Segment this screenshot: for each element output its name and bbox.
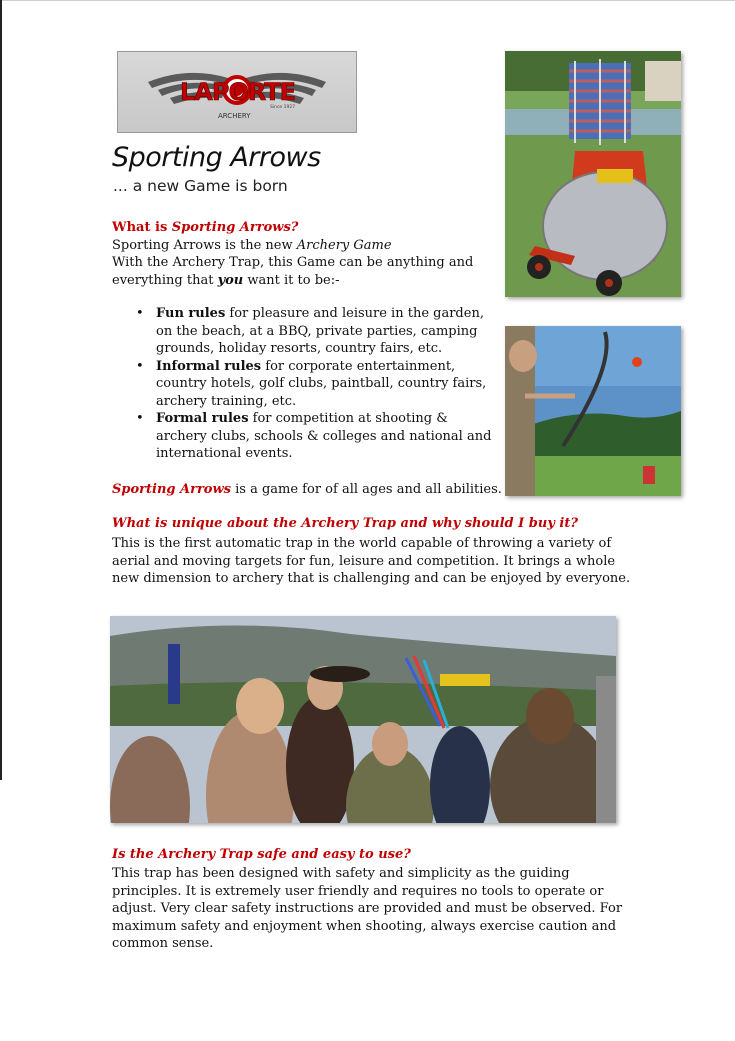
section-what-is-line2: With the Archery Trap, this Game can be anything and [112, 255, 474, 270]
section-what-is [112, 219, 492, 289]
logo-brand-text: LAPORTE [180, 78, 296, 106]
section-what-is-line3: everything that you want it to be:- [112, 272, 340, 288]
archer-shooting-photo [505, 326, 681, 496]
page-subtitle: ... a new Game is born [113, 177, 288, 195]
section-safety-heading: Is the Archery Trap safe and easy to use? [112, 847, 411, 862]
logo-tag-text: Since 1927 [270, 105, 296, 110]
section-unique-heading: What is unique about the Archery Trap and why should I buy it? [112, 516, 578, 531]
winged-logo-graphic [118, 52, 356, 132]
page-left-edge [0, 0, 2, 780]
section-what-is-line1: Sporting Arrows is the new Archery Game [112, 237, 392, 253]
list-item: • Formal rules for competition at shooting & archery clubs, schools & colleges and national and international events. [136, 411, 492, 461]
list-item: • Fun rules for pleasure and leisure in the garden, on the beach, at a BBQ, private parties, camping grounds, holiday resorts, country fairs, etc. [136, 306, 484, 356]
section-safety-text: This trap has been designed with safety and simplicity as the guiding principles. It is extremely user friendly and requires no tools to operate or adjust. Very clear safety instructions are provided and must be observed. For maximum safety and enjoyment when shooting, always exercise caution and common sense. [112, 866, 623, 951]
list-item: • Informal rules for corporate entertainment, country hotels, golf clubs, paintball, country fairs, archery training, etc. [136, 358, 487, 409]
page-title: Sporting Arrows [112, 142, 321, 173]
rules-list [112, 305, 492, 463]
section-what-is-heading: What is Sporting Arrows? [112, 220, 299, 235]
section-unique-text: This is the first automatic trap in the world capable of throwing a variety of aerial and moving targets for fun, leisure and competition. It brings a whole new dimension to archery that is challenging and can be enjoyed by everyone. [112, 536, 631, 586]
crowd-event-photo [110, 616, 616, 823]
ages-statement: Sporting Arrows is a game for of all ages and all abilities. [112, 482, 502, 497]
logo-sub-text: ARCHERY [218, 112, 251, 120]
page-top-edge [0, 0, 735, 1]
archery-trap-photo [505, 51, 681, 297]
laporte-logo [117, 51, 357, 133]
